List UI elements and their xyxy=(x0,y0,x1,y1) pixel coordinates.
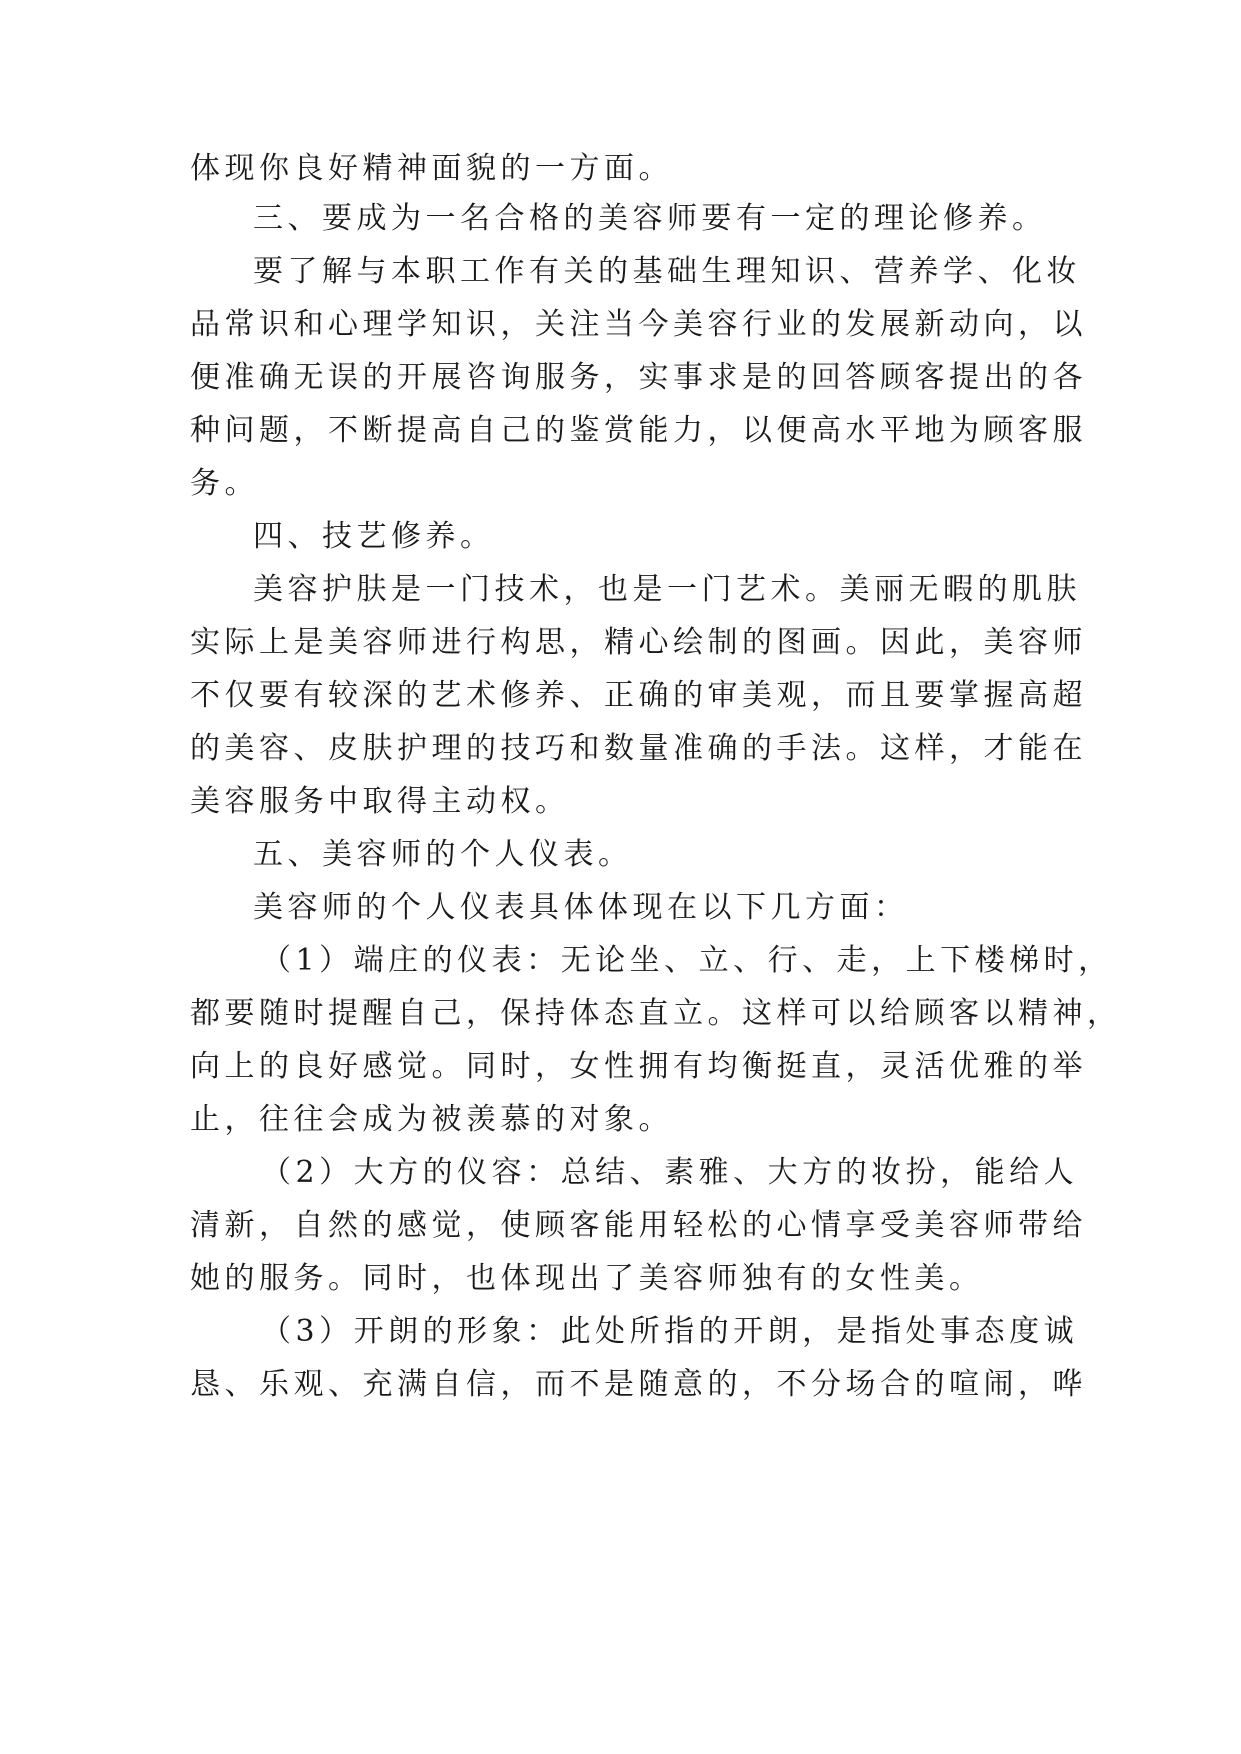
text-line: 便准确无误的开展咨询服务，实事求是的回答顾客提出的各 xyxy=(190,360,1087,395)
text-line: 品常识和心理学知识，关注当今美容行业的发展新动向，以 xyxy=(190,307,1087,342)
text-line: 务。 xyxy=(190,466,259,501)
section-heading: 三、要成为一名合格的美容师要有一定的理论修养。 xyxy=(253,201,1047,236)
text-line: 美容师的个人仪表具体体现在以下几方面： xyxy=(253,890,909,925)
text-line: 都要随时提醒自己，保持体态直立。这样可以给顾客以精神， xyxy=(190,996,1122,1031)
text-line: 向上的良好感觉。同时，女性拥有均衡挺直，灵活优雅的举 xyxy=(190,1049,1087,1084)
list-item: （1）端庄的仪表：无论坐、立、行、走，上下楼梯时， xyxy=(261,943,1113,978)
text-line: 美容护肤是一门技术，也是一门艺术。美丽无暇的肌肤 xyxy=(253,572,1081,607)
text-line: 她的服务。同时，也体现出了美容师独有的女性美。 xyxy=(190,1261,984,1296)
text-line: 恳、乐观、充满自信，而不是随意的，不分场合的喧闹，哗 xyxy=(190,1367,1087,1402)
text-line: 不仅要有较深的艺术修养、正确的审美观，而且要掌握高超 xyxy=(190,678,1087,713)
text-line: 清新，自然的感觉，使顾客能用轻松的心情享受美容师带给 xyxy=(190,1208,1087,1243)
text-line: 实际上是美容师进行构思，精心绘制的图画。因此，美容师 xyxy=(190,625,1087,660)
text-line: 体现你良好精神面貌的一方面。 xyxy=(190,151,673,186)
text-line: 止，往往会成为被羡慕的对象。 xyxy=(190,1102,673,1137)
section-heading: 五、美容师的个人仪表。 xyxy=(253,837,633,872)
list-item: （3）开朗的形象：此处所指的开朗，是指处事态度诚 xyxy=(261,1314,1079,1349)
text-line: 种问题，不断提高自己的鉴赏能力，以便高水平地为顾客服 xyxy=(190,413,1087,448)
section-heading: 四、技艺修养。 xyxy=(253,519,495,554)
list-item: （2）大方的仪容：总结、素雅、大方的妆扮，能给人 xyxy=(261,1155,1079,1190)
text-line: 要了解与本职工作有关的基础生理知识、营养学、化妆 xyxy=(253,254,1081,289)
text-line: 的美容、皮肤护理的技巧和数量准确的手法。这样，才能在 xyxy=(190,731,1087,766)
text-line: 美容服务中取得主动权。 xyxy=(190,784,570,819)
